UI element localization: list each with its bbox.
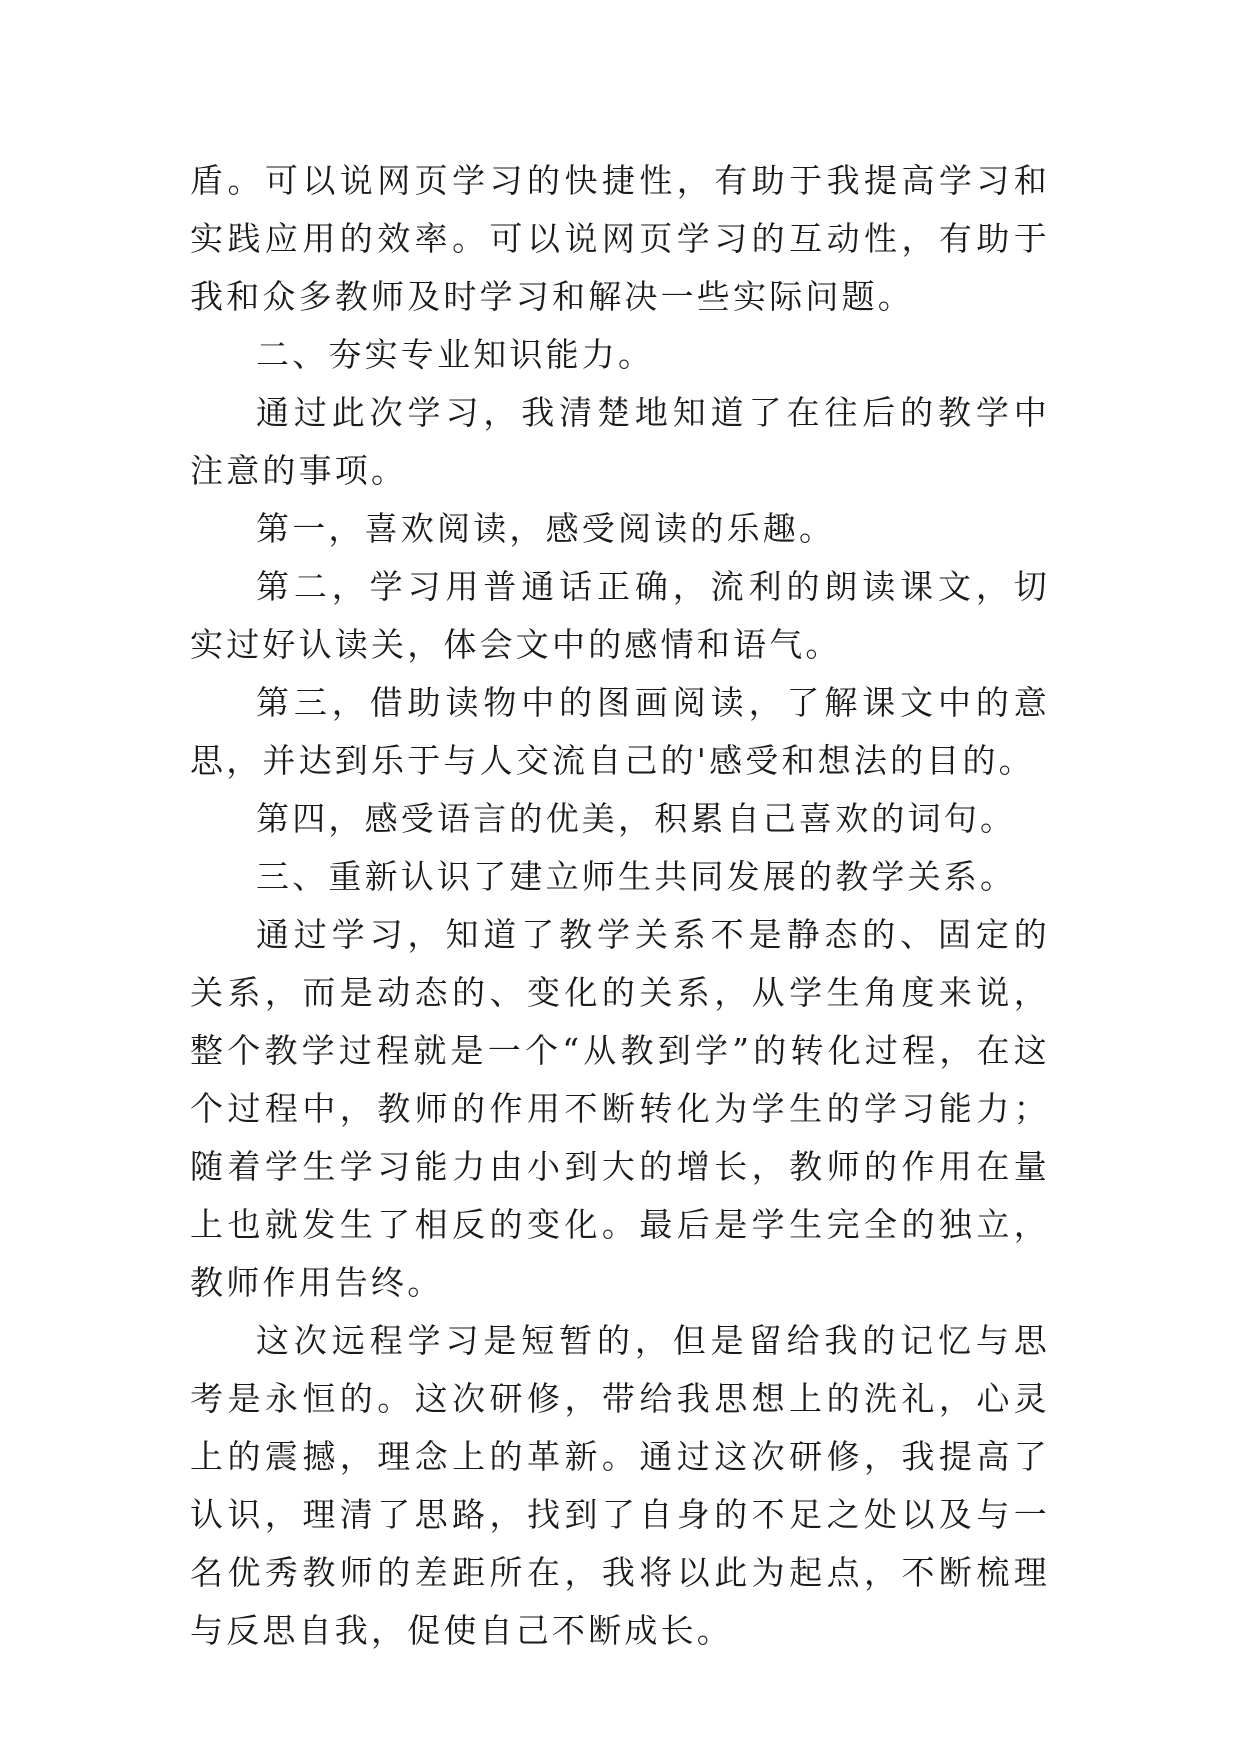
list-item-2: 第二，学习用普通话正确，流利的朗读课文，切实过好认读关，体会文中的感情和语气。 [190,567,1050,664]
list-item-3: 第三，借助读物中的图画阅读，了解课文中的意思，并达到乐于与人交流自己的'感受和想法的目的。 [190,683,1050,780]
list-item-1: 第一，喜欢阅读，感受阅读的乐趣。 [256,509,836,548]
paragraph: 通过学习，知道了教学关系不是静态的、固定的关系，而是动态的、变化的关系，从学生角度来说，整个教学过程就是一个“从教到学”的转化过程，在这个过程中，教师的作用不断转化为学生的学习能力；随着学生学习能力由小到大的增长，教师的作用在量上也就发生了相反的变化。最后是学生完全的独立，教师作用告终。 [190,915,1050,1302]
section-heading-2: 二、夯实专业知识能力。 [256,335,655,374]
list-item-4: 第四，感受语言的优美，积累自己喜欢的词句。 [256,799,1017,838]
document-body [190,152,1050,1660]
paragraph-continuation: 盾。可以说网页学习的快捷性，有助于我提高学习和实践应用的效率。可以说网页学习的互动性，有助于我和众多教师及时学习和解决一些实际问题。 [190,161,1050,316]
paragraph-conclusion: 这次远程学习是短暂的，但是留给我的记忆与思考是永恒的。这次研修，带给我思想上的洗礼，心灵上的震撼，理念上的革新。通过这次研修，我提高了认识，理清了思路，找到了自身的不足之处以及与一名优秀教师的差距所在，我将以此为起点，不断梳理与反思自我，促使自己不断成长。 [190,1321,1050,1650]
paragraph: 通过此次学习，我清楚地知道了在往后的教学中注意的事项。 [190,393,1050,490]
section-heading-3: 三、重新认识了建立师生共同发展的教学关系。 [256,857,1017,896]
